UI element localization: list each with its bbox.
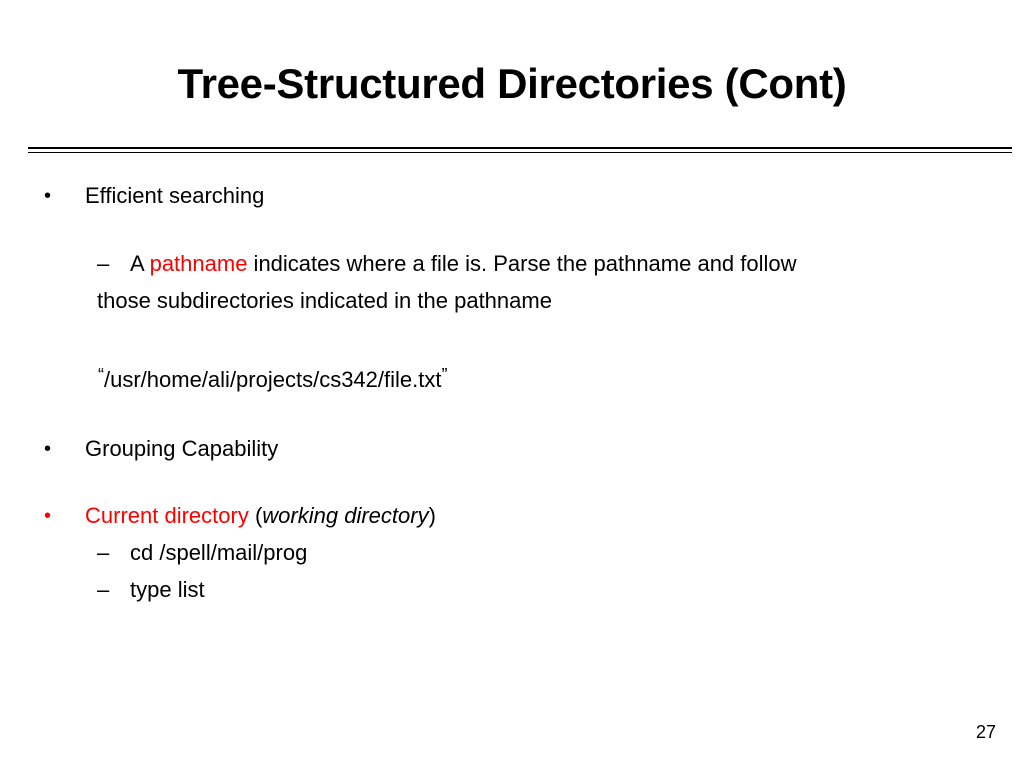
title-divider-bottom xyxy=(28,152,1012,153)
sub-bullet-dash: – xyxy=(97,540,110,565)
sub-bullet-dash: – xyxy=(97,251,110,276)
paren-close: ) xyxy=(428,503,436,528)
close-quote: ” xyxy=(441,365,448,385)
pathname-keyword: pathname xyxy=(149,251,248,276)
bullet-grouping-capability: Grouping Capability xyxy=(85,436,279,461)
title-divider-top xyxy=(28,147,1012,149)
pathname-line-2: those subdirectories indicated in the pathname xyxy=(97,288,552,313)
example-path xyxy=(98,361,447,394)
pathname-prefix: A xyxy=(130,251,150,276)
pathname-description: indicates where a file is. Parse the pathname and follow xyxy=(247,251,797,276)
slide-title: Tree-Structured Directories (Cont) xyxy=(177,60,847,107)
example-path-text: /usr/home/ali/projects/cs342/file.txt xyxy=(104,367,442,392)
sub-bullet-dash: – xyxy=(97,577,110,602)
paren-open: ( xyxy=(248,503,263,528)
bullet-marker: • xyxy=(44,505,52,527)
bullet-marker: • xyxy=(44,185,52,207)
command-cd: cd /spell/mail/prog xyxy=(130,540,308,565)
pathname-line-1 xyxy=(130,250,797,278)
command-type-list: type list xyxy=(130,577,205,602)
bullet-efficient-searching: Efficient searching xyxy=(85,183,265,208)
page-number: 27 xyxy=(975,722,996,742)
working-directory-label: working directory xyxy=(262,503,429,528)
bullet-current-directory xyxy=(85,502,436,530)
bullet-marker: • xyxy=(44,438,52,460)
open-quote: “ xyxy=(98,365,104,385)
current-directory-label: Current directory xyxy=(85,503,249,528)
